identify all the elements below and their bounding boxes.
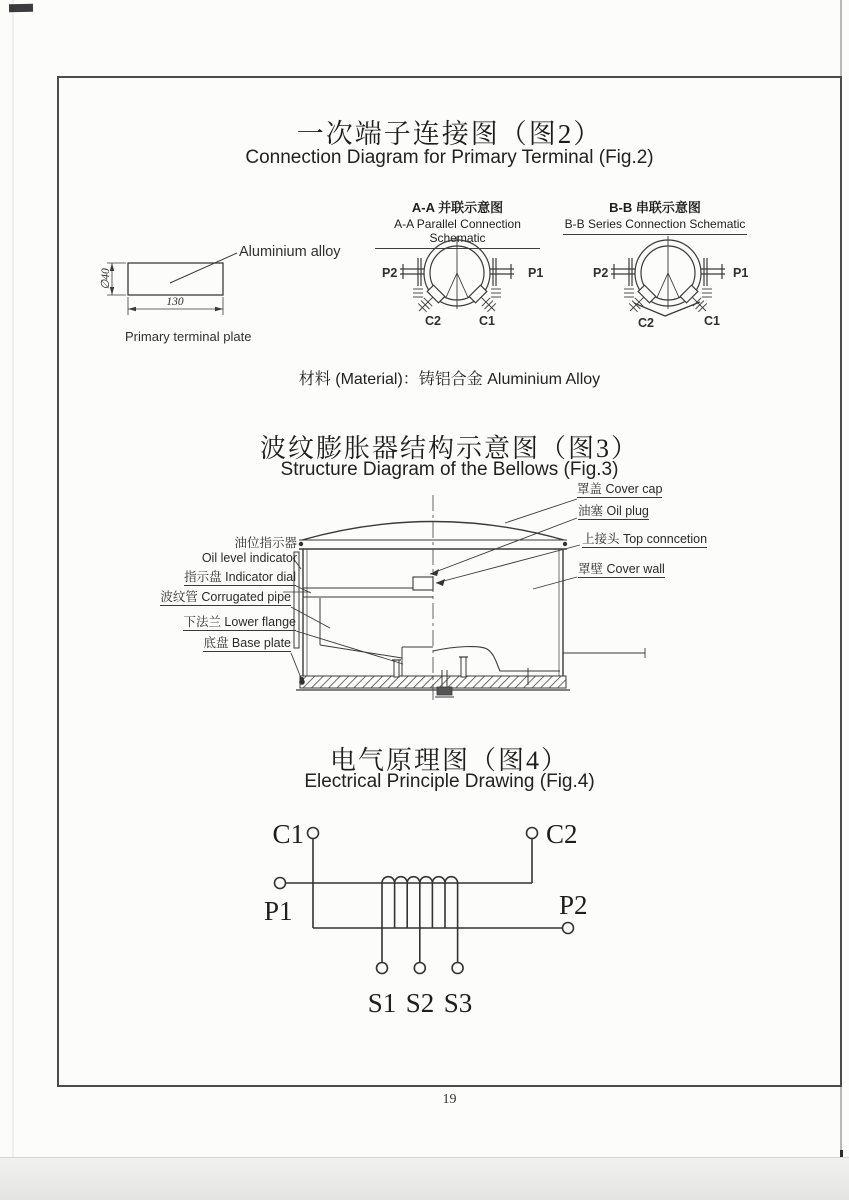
- plate-diameter-dim: ∅40: [100, 268, 112, 290]
- base-plate-section: [300, 676, 566, 688]
- plate-callout-label: Aluminium alloy: [239, 244, 341, 260]
- series-p1-label: P1: [733, 266, 749, 280]
- parallel-connection-diagram: [375, 233, 550, 338]
- material-note: 材料 (Material)：铸铝合金 Aluminium Alloy: [298, 371, 601, 388]
- fig4-title-en: Electrical Principle Drawing (Fig.4): [304, 771, 595, 792]
- fig3-title-en: Structure Diagram of the Bellows (Fig.3): [280, 459, 619, 480]
- fig3-title-zh: 波纹膨胀器结构示意图（图3）: [259, 434, 639, 463]
- lower-skirt: [433, 647, 560, 671]
- series-c2-label: C2: [638, 316, 654, 330]
- flange-bolt: [461, 657, 466, 677]
- secondary-winding-coil: [382, 877, 458, 883]
- plate-caption: Primary terminal plate: [125, 329, 252, 344]
- c2-label: C2: [546, 819, 578, 849]
- label-indicator-dial: 指示盘 Indicator dial: [184, 570, 296, 584]
- plate-outline: [128, 263, 223, 295]
- label-oil-level-indicator: 油位指示器 Oil level indicator: [201, 536, 297, 565]
- primary-terminal-plate-drawing: [95, 235, 350, 350]
- page-number: 19: [442, 1092, 457, 1107]
- fig4-title-zh: 电气原理图（图4）: [329, 746, 569, 775]
- top-connection-block: [413, 577, 433, 590]
- terminal-c2: [527, 828, 538, 839]
- p2-label: P2: [559, 890, 588, 920]
- series-header-en: B-B Series Connection Schematic: [564, 217, 746, 231]
- electrical-schematic: [250, 810, 620, 1022]
- series-connection-diagram: [580, 233, 760, 338]
- terminal-s1: [377, 963, 388, 974]
- paper-bottom-edge: [0, 1157, 849, 1200]
- fig2-title-zh: 一次端子连接图（图2）: [296, 119, 603, 149]
- parallel-c1-label: C1: [479, 314, 495, 328]
- terminal-s2: [414, 963, 425, 974]
- parallel-p2-label: P2: [382, 266, 398, 280]
- p1-label: P1: [264, 896, 293, 926]
- parallel-c2-label: C2: [425, 314, 441, 328]
- series-p2-label: P2: [593, 266, 609, 280]
- series-header-zh: B-B 串联示意图: [609, 200, 701, 215]
- label-base-plate: 底盘 Base plate: [203, 636, 291, 650]
- s3-label: S3: [443, 988, 473, 1018]
- terminal-s3: [452, 963, 463, 974]
- callout-leader: [170, 253, 237, 283]
- label-corrugated-pipe: 波纹管 Corrugated pipe: [160, 590, 291, 604]
- drain-nut: [437, 687, 452, 695]
- label-lower-flange: 下法兰 Lower flange: [183, 615, 296, 629]
- label-cover-wall: 罩壁 Cover wall: [578, 562, 665, 576]
- terminal-c1: [308, 828, 319, 839]
- plate-length-dim: 130: [166, 296, 184, 308]
- label-top-connection: 上接头 Top conncetion: [582, 532, 708, 546]
- parallel-p1-label: P1: [528, 266, 544, 280]
- series-c1-label: C1: [704, 314, 720, 328]
- fig2-title-en: Connection Diagram for Primary Terminal (Fig.2): [245, 147, 654, 168]
- label-oil-plug: 油塞 Oil plug: [578, 504, 649, 518]
- series-schematic-header: [563, 197, 747, 235]
- s1-label: S1: [367, 988, 397, 1018]
- c1-label: C1: [272, 819, 304, 849]
- parallel-header-zh: A-A 并联示意图: [411, 200, 504, 215]
- series-link: [634, 302, 700, 316]
- paper-left-streak: [12, 0, 14, 1200]
- parallel-header-en: A-A Parallel Connection Schematic: [394, 217, 521, 245]
- label-cover-cap: 罩盖 Cover cap: [577, 482, 663, 496]
- oil-level-indicator-tube: [294, 552, 299, 648]
- s2-label: S2: [405, 988, 435, 1018]
- terminal-p2: [563, 923, 574, 934]
- terminal-p1: [275, 878, 286, 889]
